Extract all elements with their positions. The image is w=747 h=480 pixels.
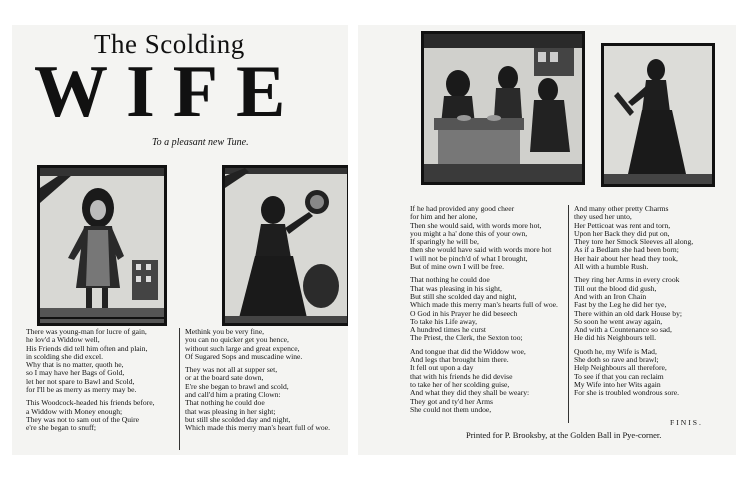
- verse-line: a Widdow with Money enough;: [26, 406, 123, 416]
- verse-line: So soon he went away again,: [574, 316, 663, 326]
- verse-line: She could not them undoe,: [410, 404, 492, 414]
- verse-line: Fast by the Leg he did her tye,: [574, 300, 667, 310]
- verse-line: that with his friends he did devise: [410, 371, 513, 381]
- verse-line: Help Neighbours all therefore,: [574, 363, 667, 373]
- woodcut-woman-with-stick: [601, 43, 715, 187]
- verse-line: you might a ha' done this of your own,: [410, 228, 528, 238]
- verse-line: they used her unto,: [574, 212, 632, 222]
- verse-line: He did his Neighbours tell.: [574, 333, 657, 343]
- woodcut-feast-scene: [421, 31, 585, 185]
- verse-line: but still she scolded day and night,: [185, 414, 291, 424]
- verse-line: Why that is no matter, quoth he,: [26, 360, 124, 370]
- woodcut-lady: [222, 165, 348, 326]
- verse-line: that was pleasing in her sight;: [185, 406, 276, 416]
- verse-line: O God in his Prayer he did beseech: [410, 308, 518, 318]
- verse-line: And tongue that did the Widdow woe,: [410, 346, 526, 356]
- verse-line: Her hair about her head they took,: [574, 253, 678, 263]
- verse-line: And many other pretty Charms: [574, 204, 669, 213]
- verse-line: It fell out upon a day: [410, 363, 474, 373]
- verse-line: That was pleasing in his sight,: [410, 283, 502, 293]
- verse-line: or at the board sate down,: [185, 373, 264, 383]
- verse-line: Which made this merry man's hearts full of woe.: [410, 300, 558, 310]
- verse-line: If he had provided any good cheer: [410, 204, 515, 213]
- verse-line: If sparingly he will be,: [410, 237, 479, 247]
- verse-line: Till out the blood did gush,: [574, 283, 657, 293]
- verse-line: And legs that brought him there.: [410, 355, 509, 365]
- verse-line: and call'd him a prating Clown:: [185, 390, 281, 400]
- verse-line: for I'll be as merry as merry may be.: [26, 385, 137, 395]
- verse-line: His Friends did tell him often and plain,: [26, 343, 148, 353]
- verse-line: Her Petticoat was rent and torn,: [574, 220, 671, 230]
- woodcut-gentleman: [37, 165, 167, 326]
- verse-line: A hundred times he curst: [410, 325, 486, 335]
- verse-line: e're she began to snuff;: [26, 423, 96, 433]
- verse-line: The Priest, the Clerk, the Sexton too;: [410, 333, 523, 343]
- gentleman-figure-icon: [40, 168, 164, 323]
- column-divider: [568, 205, 569, 423]
- verse-line: That nothing he could doe: [410, 275, 490, 285]
- verse-line: They was not to sam out of the Quire: [26, 414, 140, 424]
- verse-line: then she would have said with words more hot: [410, 245, 552, 255]
- woman-with-stick-icon: [604, 46, 712, 184]
- verse-column-right-2: [574, 205, 693, 398]
- verse-line: To take his Life away,: [410, 316, 478, 326]
- column-divider: [179, 328, 180, 450]
- finis-mark: FINIS.: [670, 418, 703, 427]
- verse-line: And with an Iron Chain: [574, 291, 647, 301]
- verse-column-left-1: [26, 328, 155, 433]
- broadside-right-page: [358, 25, 736, 455]
- verse-line: And what they did they shall be weary:: [410, 388, 530, 398]
- verse-line: Which made this merry man's heart full of woe.: [185, 423, 330, 433]
- lady-figure-icon: [225, 168, 347, 323]
- verse-line: I will not be pinch'd of what I brought,: [410, 253, 528, 263]
- verse-line: let her not spare to Bawl and Scold,: [26, 376, 135, 386]
- verse-line: Quoth he, my Wife is Mad,: [574, 346, 657, 356]
- printer-imprint: Printed for P. Brooksby, at the Golden Ball in Pye-corner.: [466, 430, 662, 440]
- verse-line: This Woodcock-headed his friends before,: [26, 398, 155, 408]
- verse-line: That nothing he could doe: [185, 398, 265, 408]
- verse-line: They ring her Arms in every crook: [574, 275, 680, 285]
- verse-column-left-2: [185, 328, 330, 433]
- ballad-title-main: WIFE: [34, 51, 304, 133]
- verse-line: you can no quicker get you hence,: [185, 335, 289, 345]
- verse-line: Of Sugared Sops and muscadine wine.: [185, 351, 303, 361]
- verse-line: he lov'd a Widdow well,: [26, 335, 100, 345]
- verse-line: As if a Bedlam she had been born;: [574, 245, 679, 255]
- verse-line: Methink you be very fine,: [185, 327, 265, 336]
- verse-line: to take her of her scolding guise,: [410, 379, 510, 389]
- verse-line: They was not all at supper set,: [185, 365, 278, 375]
- verse-line: Upon her Back they did put on,: [574, 228, 670, 238]
- feast-scene-icon: [424, 34, 582, 182]
- verse-line: in scolding she did excel.: [26, 351, 103, 361]
- verse-line: All with a humble Rush.: [574, 262, 649, 272]
- verse-line: But of mine own I will be free.: [410, 262, 505, 272]
- verse-line: E're she began to brawl and scold,: [185, 381, 289, 391]
- verse-line: They got and ty'd her Arms: [410, 396, 493, 406]
- tune-line: To a pleasant new Tune.: [152, 137, 249, 148]
- verse-line: They tore her Smock Sleeves all along,: [574, 237, 694, 247]
- verse-line: For she is troubled wondrous sore.: [574, 388, 680, 398]
- verse-line: for him and her alone,: [410, 212, 478, 222]
- verse-column-right-1: [410, 205, 558, 414]
- verse-line: She doth so rave and brawl;: [574, 355, 659, 365]
- verse-line: so I may have her Bags of Gold,: [26, 368, 125, 378]
- ballad-title-top: The Scolding: [94, 29, 245, 59]
- verse-line: To see if that you can reclaim: [574, 371, 664, 381]
- verse-line: My Wife into her Wits again: [574, 379, 661, 389]
- broadside-left-page: [12, 25, 348, 455]
- verse-line: There was young-man for lucre of gain,: [26, 327, 147, 336]
- verse-line: Then she would said, with words more hot,: [410, 220, 542, 230]
- verse-line: But still she scolded day and night,: [410, 291, 517, 301]
- verse-line: There within an old dark House by;: [574, 308, 682, 318]
- verse-line: And with a Countenance so sad,: [574, 325, 672, 335]
- verse-line: without such large and great expence,: [185, 343, 300, 353]
